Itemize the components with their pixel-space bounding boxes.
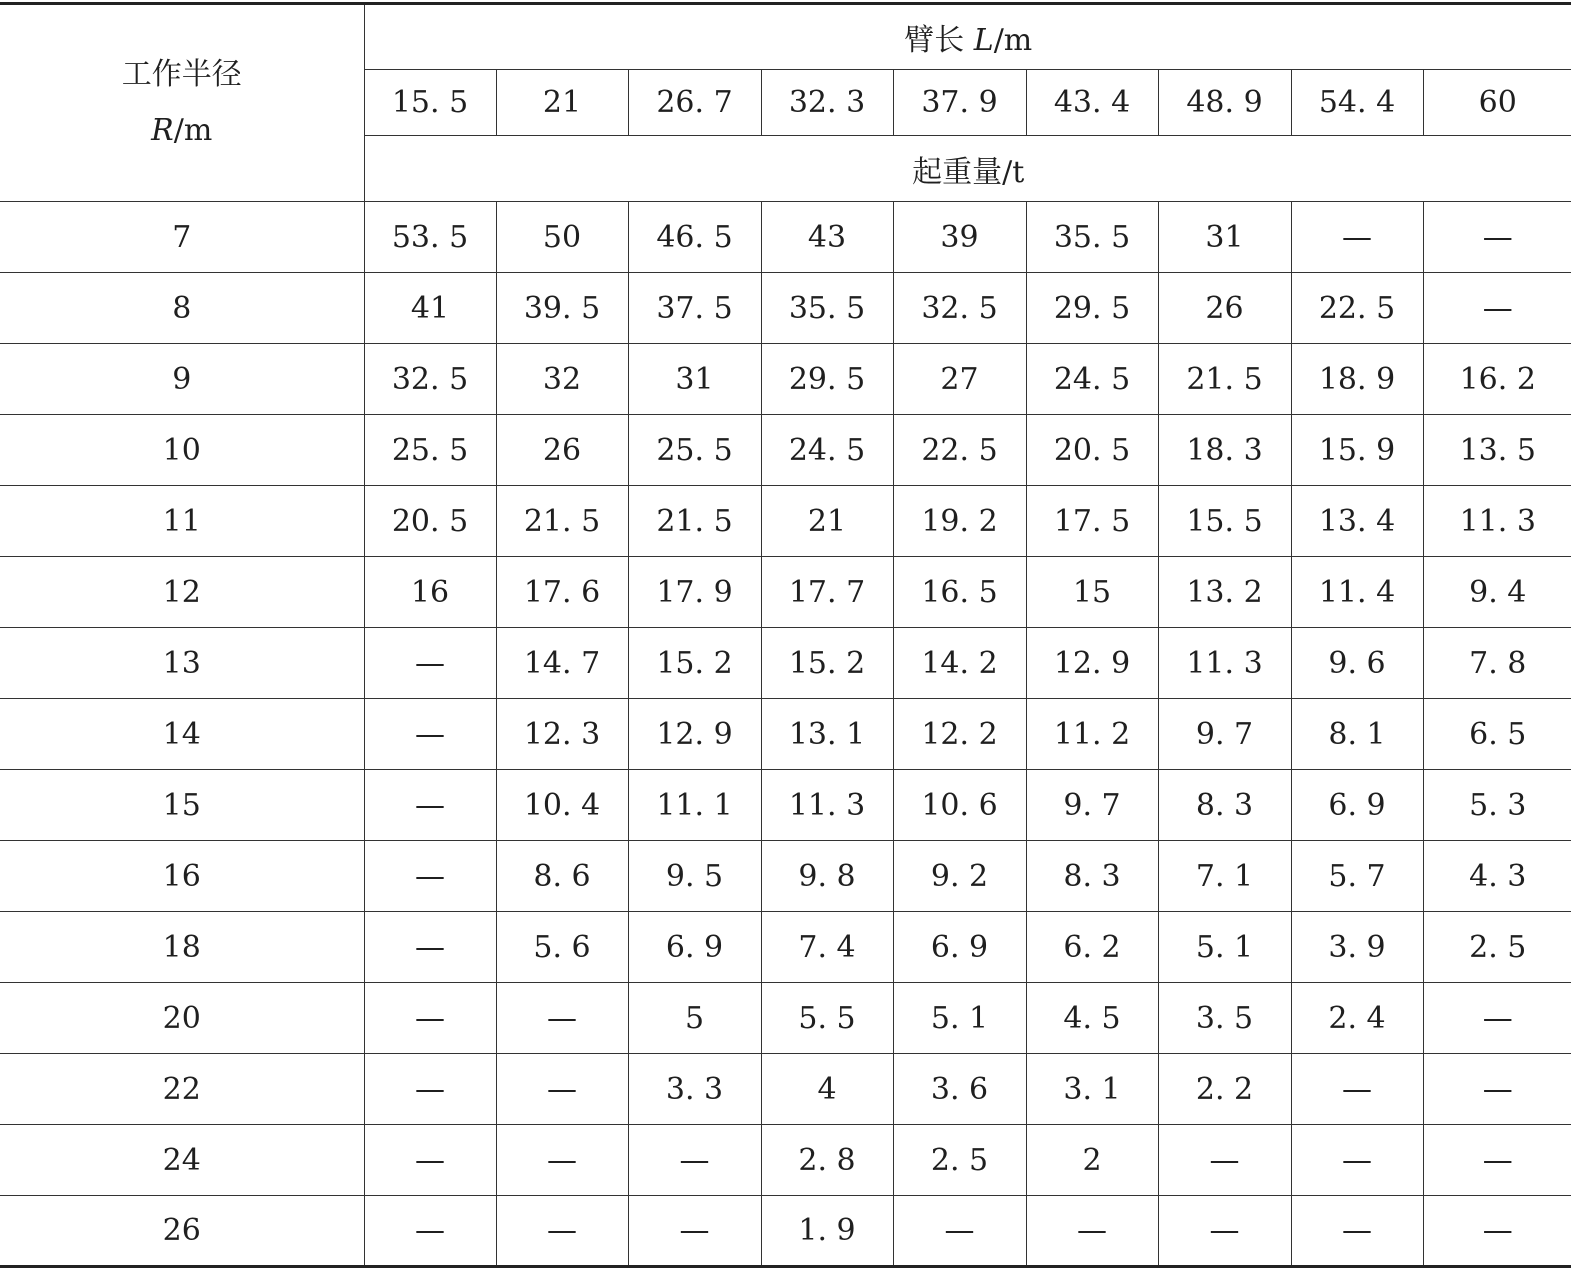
radius-cell: 7 bbox=[0, 202, 364, 273]
capacity-cell: 9. 2 bbox=[893, 841, 1026, 912]
capacity-cell: 50 bbox=[496, 202, 628, 273]
capacity-cell: — bbox=[364, 628, 496, 699]
capacity-cell: 5. 6 bbox=[496, 912, 628, 983]
capacity-cell: 5. 3 bbox=[1423, 770, 1571, 841]
radius-cell: 24 bbox=[0, 1125, 364, 1196]
capacity-cell: 13. 4 bbox=[1291, 486, 1423, 557]
capacity-cell: 25. 5 bbox=[628, 415, 761, 486]
boom-length-cell: 15. 5 bbox=[364, 70, 496, 136]
boom-length-cell: 32. 3 bbox=[761, 70, 893, 136]
capacity-cell: 9. 5 bbox=[628, 841, 761, 912]
capacity-cell: 26 bbox=[1158, 273, 1291, 344]
radius-cell: 12 bbox=[0, 557, 364, 628]
capacity-cell: 8. 3 bbox=[1026, 841, 1158, 912]
table-body bbox=[0, 202, 1571, 1267]
capacity-cell: 20. 5 bbox=[364, 486, 496, 557]
capacity-cell: 46. 5 bbox=[628, 202, 761, 273]
capacity-cell: 2 bbox=[1026, 1125, 1158, 1196]
capacity-cell: 12. 2 bbox=[893, 699, 1026, 770]
capacity-cell: 5. 1 bbox=[893, 983, 1026, 1054]
table-row bbox=[0, 1196, 1571, 1267]
capacity-cell: 21. 5 bbox=[628, 486, 761, 557]
capacity-cell: — bbox=[1158, 1196, 1291, 1267]
capacity-cell: 14. 7 bbox=[496, 628, 628, 699]
table-row bbox=[0, 912, 1571, 983]
capacity-cell: 4. 5 bbox=[1026, 983, 1158, 1054]
radius-cell: 22 bbox=[0, 1054, 364, 1125]
table-row bbox=[0, 273, 1571, 344]
capacity-cell: 16. 5 bbox=[893, 557, 1026, 628]
capacity-cell: 1. 9 bbox=[761, 1196, 893, 1267]
radius-cell: 20 bbox=[0, 983, 364, 1054]
capacity-cell: 39 bbox=[893, 202, 1026, 273]
capacity-cell: 12. 9 bbox=[628, 699, 761, 770]
capacity-cell: 3. 3 bbox=[628, 1054, 761, 1125]
working-radius-label: 工作半径 bbox=[121, 57, 242, 92]
boom-length-cell: 43. 4 bbox=[1026, 70, 1158, 136]
capacity-cell: 32 bbox=[496, 344, 628, 415]
capacity-cell: 53. 5 bbox=[364, 202, 496, 273]
radius-cell: 16 bbox=[0, 841, 364, 912]
capacity-cell: — bbox=[1158, 1125, 1291, 1196]
capacity-cell: 27 bbox=[893, 344, 1026, 415]
capacity-cell: — bbox=[364, 912, 496, 983]
capacity-cell: 29. 5 bbox=[1026, 273, 1158, 344]
capacity-cell: 41 bbox=[364, 273, 496, 344]
working-radius-header bbox=[0, 4, 364, 202]
capacity-cell: 13. 2 bbox=[1158, 557, 1291, 628]
capacity-cell: 24. 5 bbox=[1026, 344, 1158, 415]
capacity-cell: 16 bbox=[364, 557, 496, 628]
capacity-cell: 18. 3 bbox=[1158, 415, 1291, 486]
capacity-cell: 2. 2 bbox=[1158, 1054, 1291, 1125]
capacity-cell: — bbox=[1291, 1054, 1423, 1125]
capacity-cell: — bbox=[364, 770, 496, 841]
boom-length-header: 臂长 L/m bbox=[364, 4, 1571, 70]
crane-load-table bbox=[0, 2, 1571, 1268]
capacity-cell: 19. 2 bbox=[893, 486, 1026, 557]
capacity-cell: 11. 2 bbox=[1026, 699, 1158, 770]
capacity-cell: — bbox=[364, 699, 496, 770]
capacity-cell: 6. 5 bbox=[1423, 699, 1571, 770]
capacity-cell: — bbox=[496, 983, 628, 1054]
capacity-cell: — bbox=[893, 1196, 1026, 1267]
capacity-cell: — bbox=[364, 1054, 496, 1125]
capacity-cell: 4 bbox=[761, 1054, 893, 1125]
capacity-cell: 9. 6 bbox=[1291, 628, 1423, 699]
capacity-cell: 7. 4 bbox=[761, 912, 893, 983]
capacity-cell: 24. 5 bbox=[761, 415, 893, 486]
capacity-cell: 32. 5 bbox=[893, 273, 1026, 344]
capacity-cell: 11. 3 bbox=[761, 770, 893, 841]
boom-length-cell: 54. 4 bbox=[1291, 70, 1423, 136]
capacity-cell: 7. 8 bbox=[1423, 628, 1571, 699]
capacity-cell: 6. 9 bbox=[628, 912, 761, 983]
capacity-cell: — bbox=[1291, 1125, 1423, 1196]
capacity-cell: 11. 3 bbox=[1158, 628, 1291, 699]
capacity-cell: — bbox=[1291, 202, 1423, 273]
radius-cell: 8 bbox=[0, 273, 364, 344]
capacity-cell: 31 bbox=[1158, 202, 1291, 273]
capacity-cell: 35. 5 bbox=[761, 273, 893, 344]
radius-cell: 14 bbox=[0, 699, 364, 770]
capacity-cell: 26 bbox=[496, 415, 628, 486]
capacity-cell: 2. 5 bbox=[893, 1125, 1026, 1196]
capacity-cell: 21. 5 bbox=[496, 486, 628, 557]
table-row bbox=[0, 841, 1571, 912]
boom-length-cell: 60 bbox=[1423, 70, 1571, 136]
capacity-cell: 32. 5 bbox=[364, 344, 496, 415]
capacity-cell: 6. 2 bbox=[1026, 912, 1158, 983]
capacity-cell: 12. 3 bbox=[496, 699, 628, 770]
capacity-cell: 8. 1 bbox=[1291, 699, 1423, 770]
capacity-cell: 5. 1 bbox=[1158, 912, 1291, 983]
capacity-cell: 21. 5 bbox=[1158, 344, 1291, 415]
capacity-cell: 31 bbox=[628, 344, 761, 415]
capacity-cell: 3. 6 bbox=[893, 1054, 1026, 1125]
table-row bbox=[0, 344, 1571, 415]
capacity-cell: 17. 7 bbox=[761, 557, 893, 628]
table-row bbox=[0, 983, 1571, 1054]
capacity-cell: 11. 3 bbox=[1423, 486, 1571, 557]
capacity-cell: 22. 5 bbox=[1291, 273, 1423, 344]
radius-cell: 11 bbox=[0, 486, 364, 557]
capacity-cell: 9. 8 bbox=[761, 841, 893, 912]
capacity-cell: 17. 5 bbox=[1026, 486, 1158, 557]
capacity-cell: — bbox=[1026, 1196, 1158, 1267]
capacity-cell: 2. 5 bbox=[1423, 912, 1571, 983]
capacity-cell: 9. 7 bbox=[1026, 770, 1158, 841]
capacity-cell: 15. 2 bbox=[761, 628, 893, 699]
capacity-cell: 5 bbox=[628, 983, 761, 1054]
capacity-cell: 5. 5 bbox=[761, 983, 893, 1054]
capacity-cell: 7. 1 bbox=[1158, 841, 1291, 912]
radius-cell: 13 bbox=[0, 628, 364, 699]
boom-length-cell: 21 bbox=[496, 70, 628, 136]
table-header bbox=[0, 4, 1571, 202]
capacity-cell: — bbox=[1423, 1054, 1571, 1125]
capacity-cell: 10. 6 bbox=[893, 770, 1026, 841]
capacity-cell: 13. 1 bbox=[761, 699, 893, 770]
capacity-cell: — bbox=[1423, 1196, 1571, 1267]
working-radius-unit: R/m bbox=[151, 113, 213, 148]
capacity-cell: 4. 3 bbox=[1423, 841, 1571, 912]
boom-length-cell: 26. 7 bbox=[628, 70, 761, 136]
capacity-cell: — bbox=[1423, 1125, 1571, 1196]
capacity-cell: 37. 5 bbox=[628, 273, 761, 344]
table-row bbox=[0, 628, 1571, 699]
capacity-cell: 18. 9 bbox=[1291, 344, 1423, 415]
table-row bbox=[0, 415, 1571, 486]
capacity-cell: 35. 5 bbox=[1026, 202, 1158, 273]
radius-cell: 9 bbox=[0, 344, 364, 415]
table-row bbox=[0, 486, 1571, 557]
radius-cell: 26 bbox=[0, 1196, 364, 1267]
capacity-cell: — bbox=[628, 1125, 761, 1196]
capacity-cell: — bbox=[1423, 202, 1571, 273]
capacity-cell: — bbox=[364, 841, 496, 912]
capacity-cell: 43 bbox=[761, 202, 893, 273]
capacity-cell: 14. 2 bbox=[893, 628, 1026, 699]
capacity-cell: 15. 2 bbox=[628, 628, 761, 699]
capacity-cell: — bbox=[364, 1125, 496, 1196]
capacity-cell: — bbox=[1291, 1196, 1423, 1267]
capacity-cell: — bbox=[364, 983, 496, 1054]
lifting-capacity-header: 起重量/t bbox=[364, 136, 1571, 202]
capacity-cell: 15. 5 bbox=[1158, 486, 1291, 557]
capacity-cell: 16. 2 bbox=[1423, 344, 1571, 415]
table-row bbox=[0, 1125, 1571, 1196]
capacity-cell: 8. 6 bbox=[496, 841, 628, 912]
capacity-cell: 3. 5 bbox=[1158, 983, 1291, 1054]
capacity-cell: 15. 9 bbox=[1291, 415, 1423, 486]
radius-cell: 18 bbox=[0, 912, 364, 983]
capacity-cell: 22. 5 bbox=[893, 415, 1026, 486]
capacity-cell: 6. 9 bbox=[1291, 770, 1423, 841]
capacity-cell: 15 bbox=[1026, 557, 1158, 628]
capacity-cell: 9. 4 bbox=[1423, 557, 1571, 628]
capacity-cell: 12. 9 bbox=[1026, 628, 1158, 699]
capacity-cell: 29. 5 bbox=[761, 344, 893, 415]
boom-length-cell: 48. 9 bbox=[1158, 70, 1291, 136]
capacity-cell: 21 bbox=[761, 486, 893, 557]
capacity-cell: 6. 9 bbox=[893, 912, 1026, 983]
capacity-cell: 9. 7 bbox=[1158, 699, 1291, 770]
capacity-cell: 13. 5 bbox=[1423, 415, 1571, 486]
capacity-cell: — bbox=[364, 1196, 496, 1267]
capacity-cell: 3. 9 bbox=[1291, 912, 1423, 983]
capacity-cell: 17. 9 bbox=[628, 557, 761, 628]
capacity-cell: — bbox=[496, 1125, 628, 1196]
capacity-cell: 20. 5 bbox=[1026, 415, 1158, 486]
capacity-cell: — bbox=[1423, 983, 1571, 1054]
capacity-cell: — bbox=[1423, 273, 1571, 344]
capacity-cell: 39. 5 bbox=[496, 273, 628, 344]
table-row bbox=[0, 1054, 1571, 1125]
capacity-cell: 10. 4 bbox=[496, 770, 628, 841]
capacity-cell: 8. 3 bbox=[1158, 770, 1291, 841]
boom-length-cell: 37. 9 bbox=[893, 70, 1026, 136]
capacity-cell: 17. 6 bbox=[496, 557, 628, 628]
table-row bbox=[0, 557, 1571, 628]
capacity-cell: 25. 5 bbox=[364, 415, 496, 486]
table-row bbox=[0, 699, 1571, 770]
capacity-cell: 2. 8 bbox=[761, 1125, 893, 1196]
radius-cell: 10 bbox=[0, 415, 364, 486]
capacity-cell: 5. 7 bbox=[1291, 841, 1423, 912]
radius-cell: 15 bbox=[0, 770, 364, 841]
capacity-cell: 11. 4 bbox=[1291, 557, 1423, 628]
capacity-cell: — bbox=[496, 1196, 628, 1267]
capacity-cell: 11. 1 bbox=[628, 770, 761, 841]
capacity-cell: 2. 4 bbox=[1291, 983, 1423, 1054]
capacity-cell: — bbox=[496, 1054, 628, 1125]
table-row bbox=[0, 770, 1571, 841]
capacity-cell: 3. 1 bbox=[1026, 1054, 1158, 1125]
table-row bbox=[0, 202, 1571, 273]
capacity-cell: — bbox=[628, 1196, 761, 1267]
